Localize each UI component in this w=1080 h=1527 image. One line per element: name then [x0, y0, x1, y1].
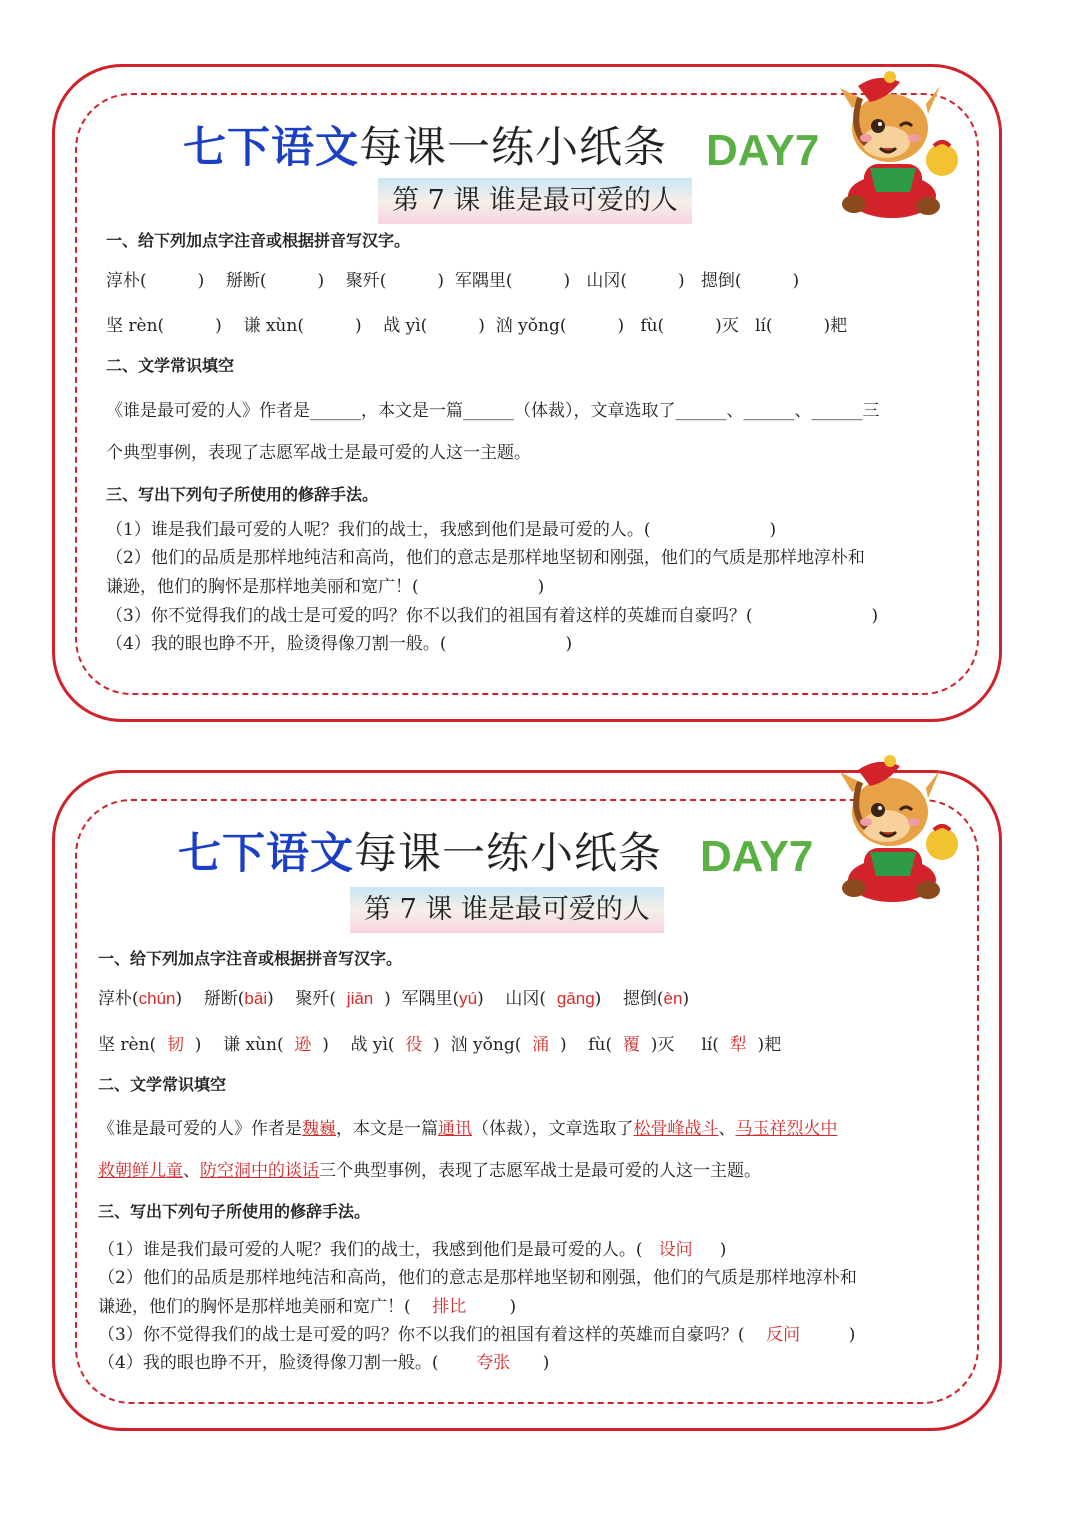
item-9: 战 yì( )	[383, 316, 485, 336]
paren: )	[509, 1297, 517, 1317]
paren: )	[542, 1353, 550, 1373]
row2-blank	[106, 311, 847, 336]
section-1-heading: 一、给下列加点字注音或根据拼音写汉字。	[106, 231, 411, 250]
word: 掰断	[203, 989, 238, 1009]
word: 坚 rèn	[98, 1035, 150, 1055]
question-4: （4）我的眼也睁不开，脸烫得像刀割一般。( )	[106, 634, 573, 654]
separator: 、	[183, 1161, 200, 1181]
word: 摁倒	[622, 989, 657, 1009]
item-11: fù( )灭	[640, 316, 739, 336]
title-black: 每课一练小纸条	[359, 123, 667, 173]
answer-event-3: 防空洞中的谈话	[200, 1161, 319, 1181]
lit-answer-line-2	[98, 1156, 761, 1181]
section-3-heading: 三、写出下列句子所使用的修辞手法。	[98, 1202, 371, 1221]
answer-char: 覆	[622, 1035, 640, 1055]
answer-rhetoric: 反问	[766, 1325, 801, 1345]
row2-answers: 坚 rèn( 韧 ) 谦 xùn( 逊 ) 战 yì( 役 ) 汹 yǒng( 涌 ) fù( 覆 )灭 lí( 犁 )耙	[98, 1035, 782, 1055]
answer-char: 涌	[532, 1035, 550, 1055]
word: lí	[701, 1035, 713, 1055]
row1-blank	[106, 266, 799, 291]
day-label: DAY7	[706, 126, 820, 175]
paren: )	[848, 1325, 856, 1345]
answer-event-2-cont: 救朝鲜儿童	[98, 1161, 183, 1181]
lesson-title: 第 7 课 谁是最可爱的人	[350, 887, 664, 933]
item-3: 聚歼( )	[345, 271, 445, 291]
item-6: 摁倒( )	[700, 271, 800, 291]
answer-pinyin: bāi	[244, 989, 268, 1008]
answer-question-1	[98, 1235, 726, 1260]
answer-event-2: 马玉祥烈火中	[735, 1119, 838, 1139]
answer-char: 犁	[729, 1035, 747, 1055]
lit-line-2: 个典型事例，表现了志愿军战士是最可爱的人这一主题。	[106, 443, 531, 463]
answer-pinyin: gāng	[556, 989, 595, 1008]
section-2-heading: 二、文学常识填空	[106, 356, 235, 375]
item-8: 谦 xùn( )	[243, 316, 362, 336]
answer-pinyin: èn	[663, 989, 683, 1008]
answer-pinyin: chún	[138, 989, 176, 1008]
question-text: （1）谁是我们最可爱的人呢？我们的战士，我感到他们是最可爱的人。(	[98, 1240, 643, 1260]
word: 聚歼	[295, 989, 330, 1009]
answer-char: 役	[405, 1035, 423, 1055]
section-2-heading: 二、文学常识填空	[98, 1075, 227, 1094]
question-2a: （2）他们的品质是那样地纯洁和高尚，他们的意志是那样地坚韧和刚强，他们的气质是那样地淳朴和	[106, 548, 865, 568]
answer-question-4	[98, 1348, 549, 1373]
suffix: 灭	[657, 1035, 675, 1055]
answer-pinyin: jiān	[346, 989, 374, 1008]
answer-event-1: 松骨峰战斗	[633, 1119, 719, 1139]
question-2b: 谦逊，他们的胸怀是那样地美丽和宽广！( )	[106, 577, 545, 597]
answer-rhetoric: 排比	[432, 1297, 467, 1317]
horse-mascot-icon	[830, 752, 970, 902]
worksheet-title	[183, 114, 667, 175]
word: 山冈	[505, 989, 540, 1009]
word: 汹 yǒng	[450, 1035, 515, 1055]
answer-author: 魏巍	[302, 1119, 336, 1139]
question-1: （1）谁是我们最可爱的人呢？我们的战士，我感到他们是最可爱的人。( )	[106, 520, 777, 540]
section-1-heading: 一、给下列加点字注音或根据拼音写汉字。	[98, 949, 403, 968]
lit-text: ，本文是一篇	[336, 1119, 438, 1139]
answer-question-2a: （2）他们的品质是那样地纯洁和高尚，他们的意志是那样地坚韧和刚强，他们的气质是那样地淳朴和	[98, 1268, 857, 1288]
separator: 、	[718, 1119, 736, 1139]
title-blue: 七下语文	[178, 829, 354, 879]
answer-char: 韧	[167, 1035, 184, 1055]
question-text: （3）你不觉得我们的战士是可爱的吗？你不以我们的祖国有着这样的英雄而自豪吗？(	[98, 1325, 745, 1345]
item-12: lí( )耙	[755, 316, 848, 336]
answer-question-2b	[98, 1292, 516, 1317]
lit-text: 三个典型事例，表现了志愿军战士是最可爱的人这一主题。	[319, 1161, 761, 1181]
item-2: 掰断( )	[225, 271, 325, 291]
answer-rhetoric: 设问	[658, 1240, 693, 1260]
paren: )	[719, 1240, 727, 1260]
lesson-title: 第 7 课 谁是最可爱的人	[378, 178, 692, 224]
title-blue: 七下语文	[183, 123, 359, 173]
worksheet-title	[178, 820, 662, 881]
answer-question-3	[98, 1320, 855, 1345]
suffix: 耙	[764, 1035, 782, 1055]
row1-answers: 淳朴(chún) 掰断(bāi) 聚歼( jiān ) 军隅里(yú) 山冈( gāng) 摁倒(èn)	[98, 989, 690, 1009]
item-4: 军隅里( )	[454, 271, 571, 291]
word: 战 yì	[350, 1035, 388, 1055]
item-1: 淳朴( )	[106, 271, 205, 291]
question-text: 谦逊，他们的胸怀是那样地美丽和宽广！(	[98, 1297, 411, 1317]
word: fù	[588, 1035, 606, 1055]
item-5: 山冈( )	[586, 271, 685, 291]
question-text: （4）我的眼也睁不开，脸烫得像刀割一般。(	[98, 1353, 439, 1373]
answer-genre: 通讯	[438, 1119, 472, 1139]
item-7: 坚 rèn( )	[106, 316, 222, 336]
word: 谦 xùn	[223, 1035, 277, 1055]
question-3: （3）你不觉得我们的战士是可爱的吗？你不以我们的祖国有着这样的英雄而自豪吗？( )	[106, 606, 879, 626]
word: 军隅里	[401, 989, 453, 1009]
lit-answer-line-1	[98, 1114, 838, 1139]
answer-rhetoric: 夸张	[476, 1353, 511, 1373]
day-label: DAY7	[700, 832, 814, 881]
lit-text: 《谁是最可爱的人》作者是	[98, 1119, 302, 1139]
title-black: 每课一练小纸条	[354, 829, 662, 879]
item-10: 汹 yǒng( )	[495, 316, 625, 336]
answer-pinyin: yú	[459, 989, 478, 1008]
lit-text: （体裁），文章选取了	[472, 1119, 634, 1139]
answer-char: 逊	[294, 1035, 312, 1055]
horse-mascot-icon	[830, 68, 970, 218]
lit-line-1: 《谁是最可爱的人》作者是______，本文是一篇______（体裁），文章选取了______、______、______三	[106, 401, 880, 421]
word: 淳朴	[98, 989, 132, 1009]
section-3-heading: 三、写出下列句子所使用的修辞手法。	[106, 485, 379, 504]
